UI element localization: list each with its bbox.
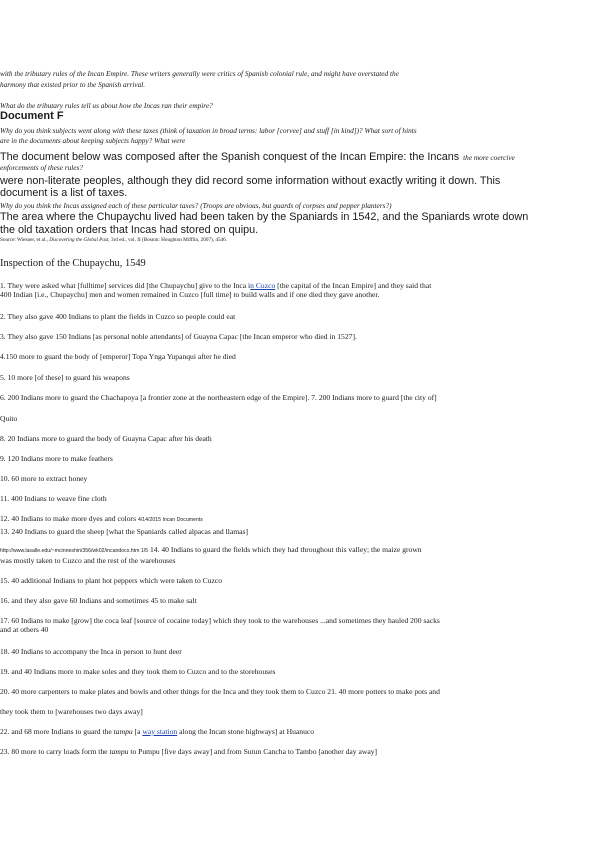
way-station-link[interactable]: way station xyxy=(142,727,178,736)
question-tributary: What do the tributary rules tell us about how the Incas ran their empire? xyxy=(0,101,213,110)
item-23-tampu: tampu xyxy=(109,747,129,756)
list-item-3: 3. They also gave 150 Indians [as personal noble attendants] of Guayna Capac [the Incan emperor who died in 1527]. xyxy=(0,332,357,341)
list-item-20: 20. 40 more carpenters to make plates and bowls and other things for the Inca and they took them to Cuzco 21. 40 more potters to make pots and xyxy=(0,687,440,696)
doc-desc-line-3: were non-literate peoples, although they did record some information without exactly writing it down. This xyxy=(0,175,501,187)
item-17-text-b: and at others 40 xyxy=(0,625,49,635)
list-item-6-quito: Quito xyxy=(0,414,18,423)
area-line-1: The area where the Chupaychu lived had been taken by the Spaniards in 1542, and the Spaniards wrote down xyxy=(0,211,529,223)
area-line-2: the old taxation orders that Incas had stored on quipu. xyxy=(0,224,259,236)
item-1-text-c: 400 Indian [i.e., Chupaychu] men and women remained in Cuzco [full time] to build walls and if one died they gave another. xyxy=(0,290,380,300)
source-prefix: Source: Wiesner, et al., xyxy=(0,237,50,243)
source-suffix: 3rd ed., vol. II (Boston: Houghton Mifflin, 2007), 4546. xyxy=(109,237,228,243)
item-17-text-a: 17. 60 Indians to make [grow] the coca leaf [source of cocaine today] which they took to the warehouses ...and sometimes they hauled 200 sacks xyxy=(0,616,440,625)
item-1-text-b: [the capital of the Incan Empire] and they said that xyxy=(275,281,432,290)
source-citation xyxy=(0,237,227,243)
question-taxes-line-1: Why do you think subjects went along with these taxes (think of taxation in broad terms: labor [corvee] and stuff [in kind])? What sort of hints xyxy=(0,126,417,135)
cuzco-link[interactable]: n Cuzco xyxy=(250,281,276,290)
print-url: http://www.lasalle.edu/~mcinneshin/356/wk02/incandocs.htm 1/5 xyxy=(0,548,149,554)
list-item-1 xyxy=(0,281,540,300)
intro-line-2: harmony that existed prior to the Spanish arrival. xyxy=(0,80,146,89)
list-item-9: 9. 120 Indians more to make feathers xyxy=(0,454,113,463)
list-item-20-continued: they took them to [warehouses two days away] xyxy=(0,707,143,716)
item-12-text: 12. 40 Indians to make more dyes and colors xyxy=(0,514,137,523)
item-23-text-a: 23. 80 more to carry loads form the xyxy=(0,747,110,756)
list-item-22 xyxy=(0,727,540,736)
list-item-8: 8. 20 Indians more to guard the body of Guayna Capac after his death xyxy=(0,434,212,443)
item-22-text-c: along the Incan stone highways] at Huanuco xyxy=(177,727,315,736)
item-22-tampu: tampu xyxy=(113,727,133,736)
item-23-text-b: to Pumpu [five days away] and from Sutun Cancha to Tambo [another day away] xyxy=(128,747,378,756)
list-item-2: 2. They also gave 400 Indians to plant the fields in Cuzco so people could eat xyxy=(0,312,236,321)
question-assigned: Why do you think the Incas assigned each of these particular taxes? (Troops are obvious, but guards of corpses and pepper planters?) xyxy=(0,201,392,210)
list-item-18: 18. 40 Indians to accompany the Inca in person to hunt deer xyxy=(0,647,182,656)
doc-desc-line-1-tail: the more coercive xyxy=(463,153,515,162)
list-item-11: 11. 400 Indians to weave fine cloth xyxy=(0,494,107,503)
list-item-19: 19. and 40 Indians more to make soles and they took them to Cuzco and to the storehouses xyxy=(0,667,276,676)
list-item-23 xyxy=(0,747,540,756)
item-22-text-a: 22. and 68 more Indians to guard the xyxy=(0,727,114,736)
item-1-text-a: 1. They were asked what [fulltime] services did [the Chupaychu] give to the Inca i xyxy=(0,281,251,290)
doc-desc-line-2: enforcements of these rules? xyxy=(0,163,84,172)
item-14-text-b: was mostly taken to Cuzco and the rest of the warehouses xyxy=(0,556,176,566)
item-22-text-b: [a xyxy=(132,727,143,736)
list-item-15: 15. 40 additional Indians to plant hot peppers which were taken to Cuzco xyxy=(0,576,223,585)
print-header: 4/14/2015 Incan Documents xyxy=(137,517,203,523)
doc-desc-line-1: The document below was composed after the Spanish conquest of the Incan Empire: the Incans xyxy=(0,151,460,163)
item-14-text-a: 14. 40 Indians to guard the fields which they had throughout this valley; the maize grown xyxy=(148,545,422,554)
list-item-13: 13. 240 Indians to guard the sheep [what the Spaniards called alpacas and llamas] xyxy=(0,527,248,536)
list-item-5: 5. 10 more [of these] to guard his weapons xyxy=(0,373,130,382)
source-title: Discovering the Global Past, xyxy=(49,237,110,243)
list-item-6: 6. 200 Indians more to guard the Chachapoya [a frontier zone at the northeastern edge of the Empire]. 7. 200 Indians more to guard [the city of] xyxy=(0,393,437,402)
question-taxes-line-2: are in the documents about keeping subjects happy? What were xyxy=(0,136,186,145)
document-f-heading: Document F xyxy=(0,110,64,122)
doc-desc-line-4: document is a list of taxes. xyxy=(0,187,128,199)
list-item-14 xyxy=(0,545,540,566)
list-item-10: 10. 60 more to extract honey xyxy=(0,474,88,483)
list-item-4: 4.150 more to guard the body of [emperor] Topa Ynga Yupanqui after he died xyxy=(0,352,236,361)
inspection-title: Inspection of the Chupaychu, 1549 xyxy=(0,258,146,269)
list-item-17 xyxy=(0,616,540,635)
intro-line-1: with the tributary rules of the Incan Empire. These writers generally were critics of Spanish colonial rule, and might have overstated the xyxy=(0,69,399,78)
list-item-12 xyxy=(0,514,540,525)
list-item-16: 16. and they also gave 60 Indians and sometimes 45 to make salt xyxy=(0,596,197,605)
